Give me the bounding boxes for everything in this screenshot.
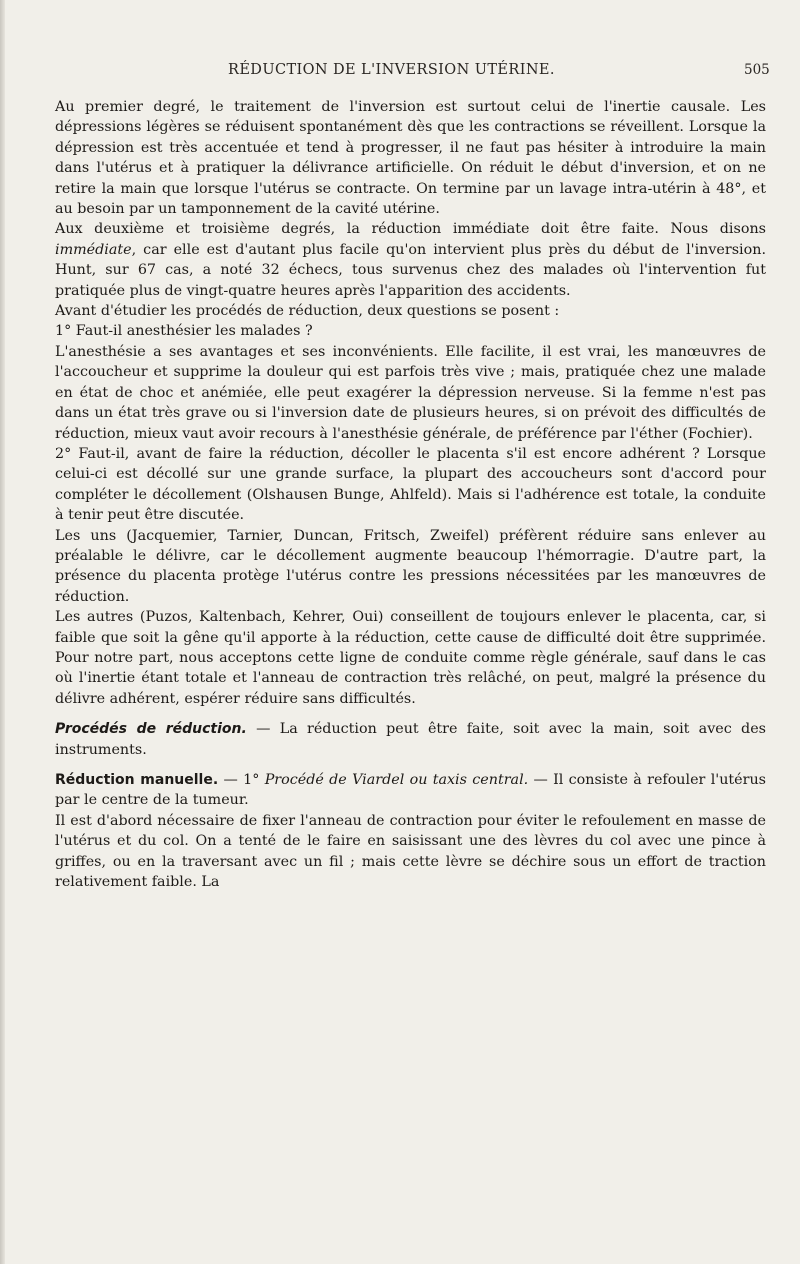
paragraph-les-uns: Les uns (Jacquemier, Tarnier, Duncan, Fritsch, Zweifel) préfèrent réduire sans enlever au préalable le délivre, car le décollement augmente beaucoup l'hémorragie. D'autre part, la présence du placenta protège l'utérus contre les pressions nécessitées par les manœuvres de réduction. bbox=[55, 527, 766, 605]
section-procedes-text: — La réduction peut être faite, soit avec la main, soit avec des instruments. bbox=[55, 721, 766, 758]
paragraph-anesthesia: L'anesthésie a ses avantages et ses inconvénients. Elle facilite, il est vrai, les manœuvres de l'accoucheur et supprime la douleur qui est parfois très vive ; mais, pratiquée chez une malade en état de choc et anémiée, elle peut exagérer la dépression nerveuse. Si la femme n'est pas dans un état très grave ou si l'inversion date de plusieurs heures, si on prévoit des difficultés de réduction, mieux vaut avoir recours à l'anesthésie générale, de préférence par l'éther (Fochier). bbox=[55, 343, 766, 442]
page-edge-shadow bbox=[0, 0, 5, 1264]
section-procedes bbox=[55, 719, 766, 760]
question-2: 2° Faut-il, avant de faire la réduction, décoller le placenta s'il est encore adhérent ? Lorsque celui-ci est décollé sur une grande surface, la plupart des accoucheurs sont d'accord pour compléter le décollement (Olshausen Bunge, Ahlfeld). Mais si l'adhérence est totale, la conduite à tenir peut être discutée. bbox=[55, 445, 766, 524]
page-body bbox=[55, 97, 766, 892]
paragraph-3: Avant d'étudier les procédés de réduction, deux questions se posent : bbox=[55, 303, 560, 320]
paragraph-les-autres: Les autres (Puzos, Kaltenbach, Kehrer, Oui) conseillent de toujours enlever le placenta, car, si faible que soit la gêne qu'il apporte à la réduction, cette cause de difficulté doit être supprimée. Pour notre part, nous acceptons cette ligne de conduite comme règle générale, sauf dans le cas où l'inertie étant totale et l'anneau de contraction très relâché, on peut, malgré la présence du délivre adhérent, espérer réduire sans difficultés. bbox=[55, 609, 766, 707]
section-heading-procedes: Procédés de réduction. bbox=[55, 721, 247, 738]
paragraph-1: Au premier degré, le traitement de l'inversion est surtout celui de l'inertie causale. Les dépressions légères se réduisent spontanément dès que les contractions se réveillent. Lorsque la dépression est très accentuée et tend à progresser, il ne faut pas hésiter à introduire la main dans l'utérus et à pratiquer la délivrance artificielle. On réduit le début d'inversion, et on ne retire la main que lorsque l'utérus se contracte. On termine par un lavage intra-utérin à 48°, et au besoin par un tamponnement de la cavité utérine. bbox=[55, 99, 766, 218]
paragraph-final: Il est d'abord nécessaire de fixer l'anneau de contraction pour éviter le refoulement en masse de l'utérus et du col. On a tenté de le faire en saisissant une des lèvres du col avec une pince à griffes, ou en la traversant avec un fil ; mais cette lèvre se déchire sous un effort de traction relativement faible. La bbox=[55, 812, 766, 891]
running-title: RÉDUCTION DE L'INVERSION UTÉRINE. bbox=[228, 62, 555, 78]
procede-viardel-title: Procédé de Viardel ou taxis central. bbox=[264, 772, 529, 788]
section-heading-reduction-manuelle: Réduction manuelle. bbox=[55, 772, 219, 788]
paragraph-2 bbox=[55, 219, 766, 301]
question-1: 1° Faut-il anesthésier les malades ? bbox=[55, 323, 313, 340]
page-number: 505 bbox=[744, 62, 770, 78]
page-header bbox=[0, 62, 800, 84]
emphasis-immediate: immédiate bbox=[55, 241, 132, 258]
paragraph-2-text: Aux deuxième et troisième degrés, la réduction immédiate doit être faite. Nous disons bbox=[55, 221, 766, 238]
section-manuelle-text: — Il consiste à refouler l'utérus par le centre de la tumeur. bbox=[55, 772, 766, 809]
paragraph-2-text-cont: , car elle est d'autant plus facile qu'on intervient plus près du début de l'inversion. Hunt, sur 67 cas, a noté 32 échecs, tous survenus chez des malades où l'intervention fut pratiquée plus de vingt-quatre heures après l'apparition des accidents. bbox=[55, 241, 766, 299]
section-manuelle-prefix: — 1° bbox=[218, 772, 265, 788]
section-reduction-manuelle bbox=[55, 770, 766, 811]
